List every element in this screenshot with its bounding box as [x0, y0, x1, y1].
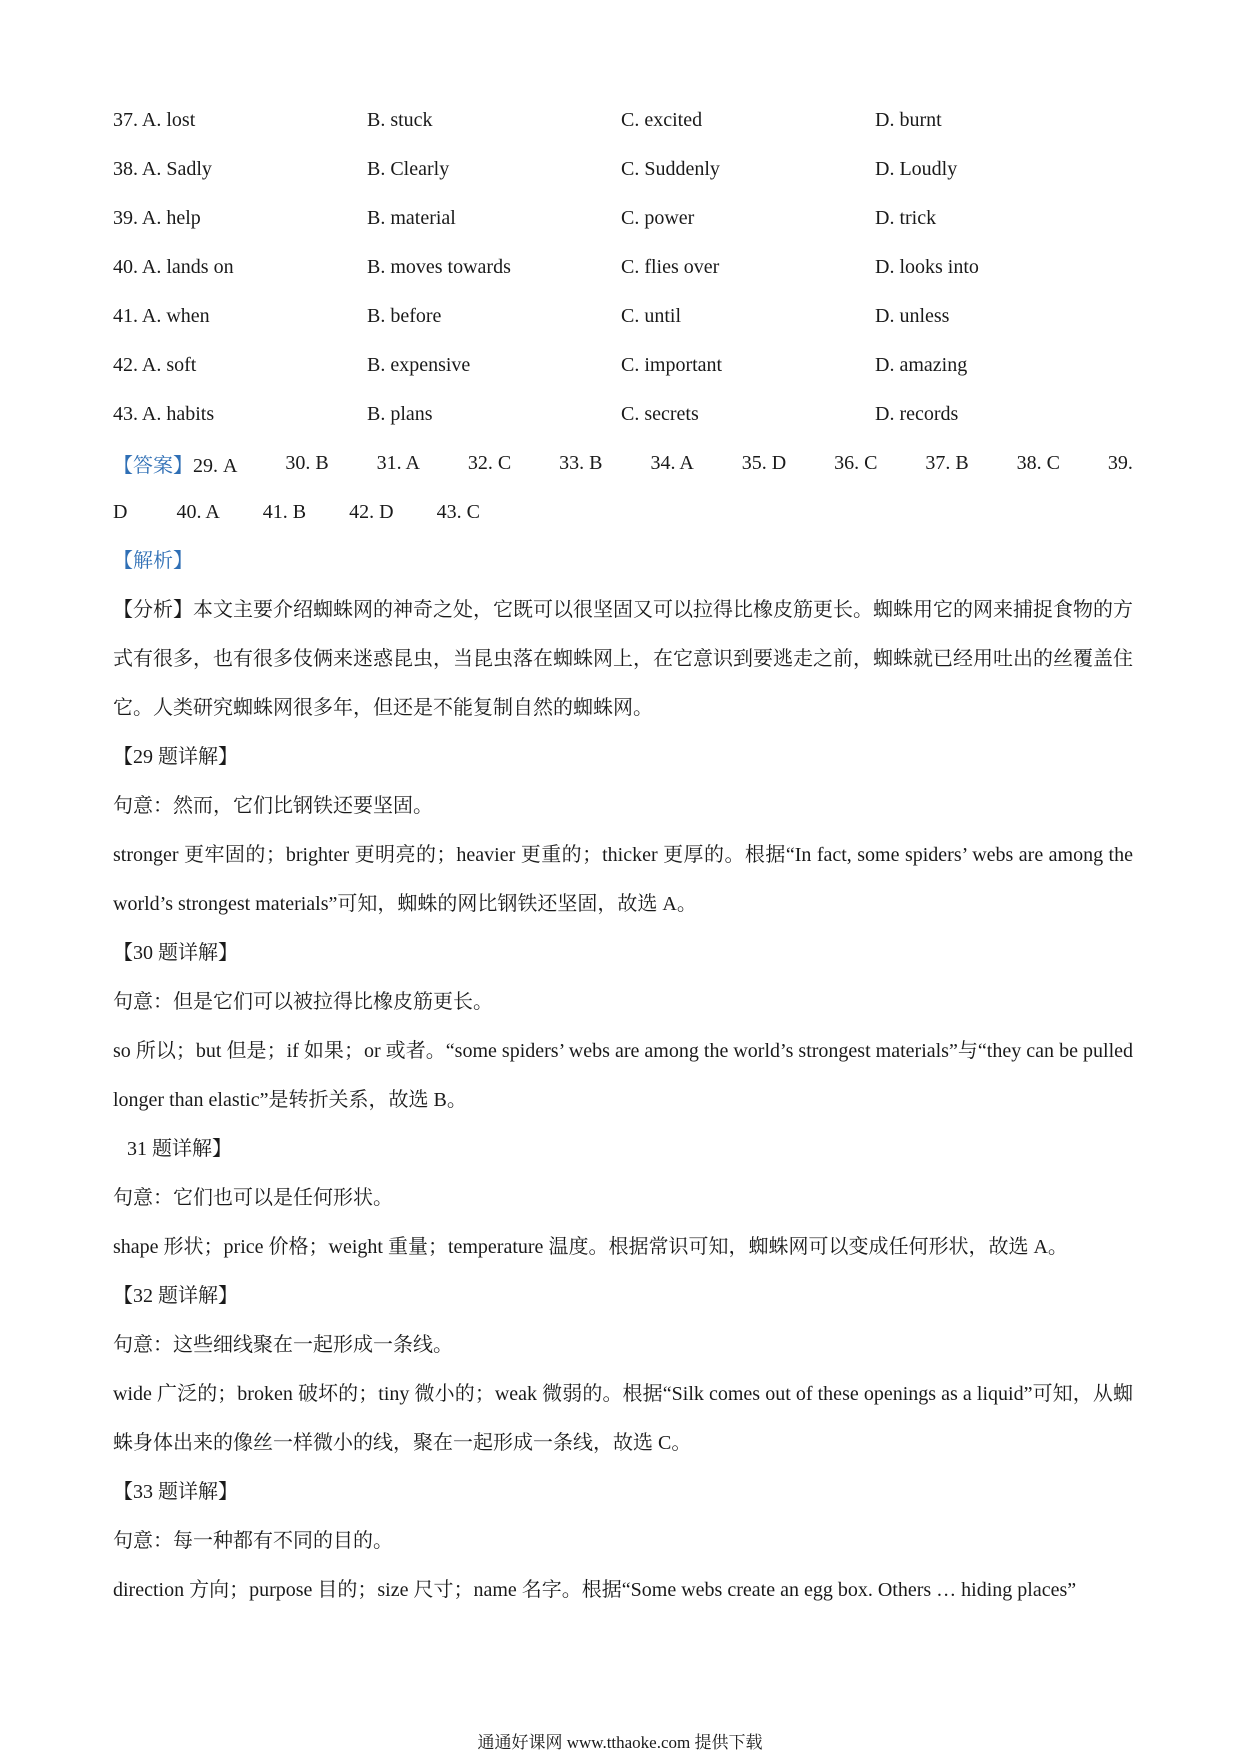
answer-item: D — [113, 501, 128, 523]
q30-heading: 【30 题详解】 — [113, 942, 238, 964]
answer-item: 30. B — [285, 452, 329, 474]
option-a: 40. A. lands on — [113, 256, 234, 278]
answer-label: 【答案】 — [113, 455, 193, 477]
option-d: D. burnt — [875, 109, 942, 131]
answer-item: 37. B — [925, 452, 969, 474]
q32-explanation: wide 广泛的；broken 破坏的；tiny 微小的；weak 微弱的。根据“Silk comes out of these openings as a liquid”可知，从蜘蛛身体出来的像丝一样微小的线，聚在一起形成一条线，故选 C。 — [113, 1383, 1133, 1454]
option-c: C. flies over — [621, 256, 720, 278]
option-b: B. material — [367, 207, 456, 229]
summary-paragraph: 【分析】本文主要介绍蜘蛛网的神奇之处，它既可以很坚固又可以拉得比橡皮筋更长。蜘蛛用它的网来捕捉食物的方式有很多，也有很多伎俩来迷惑昆虫，当昆虫落在蜘蛛网上，在它意识到要逃走之前，蜘蛛就已经用吐出的丝覆盖住它。人类研究蜘蛛网很多年，但还是不能复制自然的蜘蛛网。 — [113, 599, 1133, 719]
option-d: D. trick — [875, 207, 937, 229]
q31-explanation: shape 形状；price 价格；weight 重量；temperature 温度。根据常识可知，蜘蛛网可以变成任何形状，故选 A。 — [113, 1236, 1068, 1258]
answer-item: 34. A — [650, 452, 694, 474]
option-c: C. power — [621, 207, 695, 229]
option-row-38 — [113, 145, 1133, 194]
option-c: C. excited — [621, 109, 703, 131]
answer-key-row-1 — [113, 439, 1133, 488]
answer-item: 33. B — [559, 452, 603, 474]
option-row-40 — [113, 243, 1133, 292]
option-row-43 — [113, 390, 1133, 439]
option-b: B. stuck — [367, 109, 433, 131]
q31-heading: 31 题详解】 — [127, 1138, 232, 1160]
answer-key-row-2 — [113, 488, 1133, 537]
q33-heading: 【33 题详解】 — [113, 1481, 238, 1503]
option-row-39 — [113, 194, 1133, 243]
option-a: 41. A. when — [113, 305, 210, 327]
option-a: 39. A. help — [113, 207, 201, 229]
option-d: D. looks into — [875, 256, 979, 278]
option-a: 38. A. Sadly — [113, 158, 212, 180]
option-row-37 — [113, 96, 1133, 145]
analysis-label: 【解析】 — [113, 550, 193, 572]
option-a: 43. A. habits — [113, 403, 215, 425]
answer-item: 32. C — [467, 452, 512, 474]
option-a: 37. A. lost — [113, 109, 196, 131]
options-list — [113, 96, 1133, 439]
page-footer: 通通好课网 www.tthaoke.com 提供下载 — [477, 1733, 763, 1752]
q29-explanation: stronger 更牢固的；brighter 更明亮的；heavier 更重的；thicker 更厚的。根据“In fact, some spiders’ webs are among the world’s strongest materials”可知，蜘蛛的网比钢铁还坚固，故选 A。 — [113, 844, 1133, 915]
option-d: D. amazing — [875, 354, 968, 376]
answer-item: 42. D — [349, 501, 394, 523]
option-row-41 — [113, 292, 1133, 341]
option-b: B. Clearly — [367, 158, 450, 180]
answer-item: 31. A — [376, 452, 420, 474]
option-d: D. records — [875, 403, 959, 425]
answer-item: 【答案】29. A — [113, 455, 238, 477]
q29-heading: 【29 题详解】 — [113, 746, 238, 768]
q29-meaning: 句意：然而，它们比钢铁还要坚固。 — [113, 795, 433, 817]
option-c: C. until — [621, 305, 682, 327]
option-d: D. unless — [875, 305, 950, 327]
q33-meaning: 句意：每一种都有不同的目的。 — [113, 1530, 393, 1552]
option-c: C. secrets — [621, 403, 699, 425]
answer-item: 39. — [1107, 452, 1133, 474]
q33-explanation: direction 方向；purpose 目的；size 尺寸；name 名字。根据“Some webs create an egg box. Others … hiding places” — [113, 1579, 1077, 1601]
answer-item: 40. A — [176, 501, 220, 523]
q30-explanation: so 所以；but 但是；if 如果；or 或者。“some spiders’ webs are among the world’s strongest materials”与“they can be pulled longer than elastic”是转折关系，故选 B。 — [113, 1040, 1133, 1111]
option-c: C. important — [621, 354, 723, 376]
option-b: B. expensive — [367, 354, 471, 376]
q32-meaning: 句意：这些细线聚在一起形成一条线。 — [113, 1334, 453, 1356]
option-d: D. Loudly — [875, 158, 958, 180]
option-a: 42. A. soft — [113, 354, 197, 376]
option-row-42 — [113, 341, 1133, 390]
answer-item: 43. C — [436, 501, 480, 523]
answer-item: 35. D — [741, 452, 787, 474]
option-b: B. plans — [367, 403, 433, 425]
option-b: B. moves towards — [367, 256, 511, 278]
q30-meaning: 句意：但是它们可以被拉得比橡皮筋更长。 — [113, 991, 493, 1013]
q32-heading: 【32 题详解】 — [113, 1285, 238, 1307]
answer-item: 36. C — [834, 452, 878, 474]
answer-item: 41. B — [262, 501, 307, 523]
q31-meaning: 句意：它们也可以是任何形状。 — [113, 1187, 393, 1209]
page-content — [113, 96, 1133, 1615]
option-b: B. before — [367, 305, 442, 327]
option-c: C. Suddenly — [621, 158, 720, 180]
answer-item: 38. C — [1016, 452, 1060, 474]
